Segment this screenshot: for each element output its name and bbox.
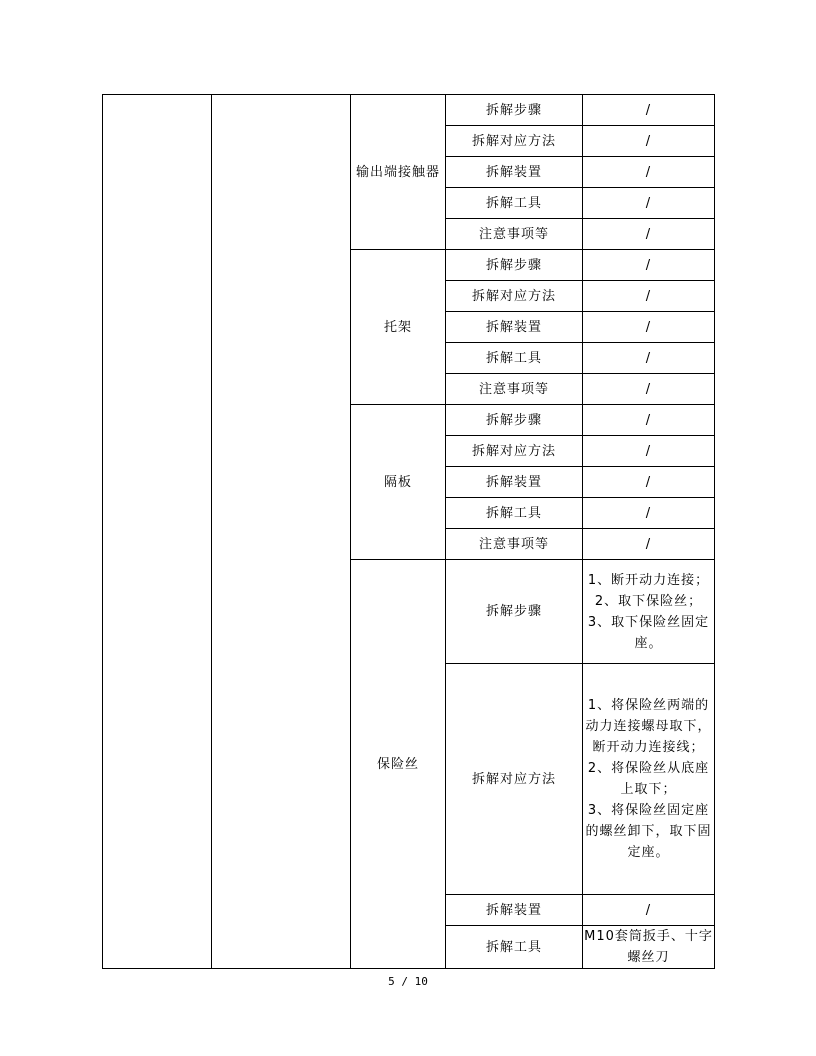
item-label: 拆解步骤: [446, 95, 583, 126]
item-value: /: [583, 312, 715, 343]
item-label: 拆解装置: [446, 157, 583, 188]
item-steps: [583, 560, 715, 664]
step-item: 1、将保险丝两端的动力连接螺母取下，断开动力连接线；: [585, 698, 712, 755]
item-value: /: [583, 895, 715, 926]
item-label: 拆解对应方法: [446, 664, 583, 895]
step-item: 1、断开动力连接；: [587, 572, 710, 588]
item-label: 拆解装置: [446, 895, 583, 926]
component-name: 输出端接触器: [351, 95, 446, 250]
item-value: M10套筒扳手、十字螺丝刀: [583, 926, 715, 969]
item-value: /: [583, 219, 715, 250]
item-value: /: [583, 405, 715, 436]
step-item: 3、取下保险丝固定座。: [587, 614, 710, 651]
item-label: 注意事项等: [446, 529, 583, 560]
item-label: 拆解工具: [446, 343, 583, 374]
category-cell: [103, 95, 212, 969]
item-value: /: [583, 467, 715, 498]
item-label: 拆解装置: [446, 467, 583, 498]
item-label: 拆解对应方法: [446, 436, 583, 467]
item-value: /: [583, 250, 715, 281]
item-value: /: [583, 95, 715, 126]
component-name: 隔板: [351, 405, 446, 560]
item-label: 拆解工具: [446, 926, 583, 969]
item-label: 注意事项等: [446, 374, 583, 405]
table-row: [103, 95, 715, 126]
item-value: /: [583, 436, 715, 467]
item-label: 拆解对应方法: [446, 281, 583, 312]
item-value: /: [583, 281, 715, 312]
item-value: /: [583, 498, 715, 529]
item-label: 拆解步骤: [446, 560, 583, 664]
item-label: 拆解工具: [446, 498, 583, 529]
page-number: 5 / 10: [388, 975, 428, 988]
item-value: /: [583, 529, 715, 560]
item-steps: [583, 664, 715, 895]
item-label: 拆解装置: [446, 312, 583, 343]
item-label: 拆解工具: [446, 188, 583, 219]
component-name: 托架: [351, 250, 446, 405]
item-label: 拆解对应方法: [446, 126, 583, 157]
item-label: 拆解步骤: [446, 405, 583, 436]
item-value: /: [583, 343, 715, 374]
item-value: /: [583, 374, 715, 405]
item-value: /: [583, 157, 715, 188]
component-name: 保险丝: [351, 560, 446, 969]
part-cell: [212, 95, 351, 969]
step-item: 2、将保险丝从底座上取下；: [587, 761, 710, 797]
step-item: 2、取下保险丝；: [594, 593, 703, 609]
item-label: 拆解步骤: [446, 250, 583, 281]
disassembly-table: [102, 94, 715, 969]
item-value: /: [583, 188, 715, 219]
item-label: 注意事项等: [446, 219, 583, 250]
step-item: 3、将保险丝固定座的螺丝卸下，取下固定座。: [585, 803, 712, 860]
item-value: /: [583, 126, 715, 157]
